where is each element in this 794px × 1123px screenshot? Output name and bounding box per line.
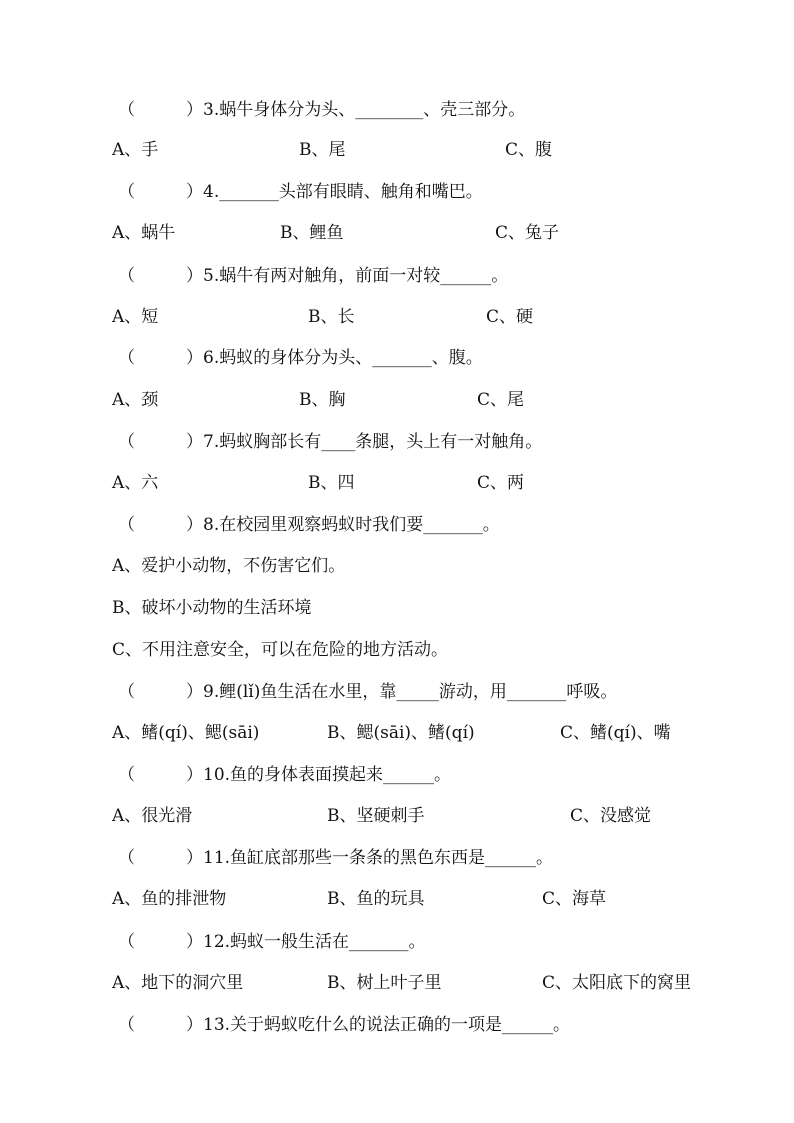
option-b: B、长: [308, 307, 355, 327]
option-c: C、没感觉: [570, 806, 652, 826]
option-a: A、鱼的排泄物: [112, 889, 227, 909]
option-b: B、鳃(sāi)、鳍(qí): [327, 723, 475, 743]
option-b: B、鱼的玩具: [327, 889, 425, 909]
option-b: B、树上叶子里: [327, 973, 442, 993]
options-3: [0, 138, 794, 162]
question-12: （ ）12.蚂蚁一般生活在_______。: [118, 932, 426, 952]
option-a: A、六: [112, 473, 159, 493]
option-c: C、兔子: [495, 223, 560, 243]
options-9: [0, 721, 794, 745]
option-a: A、短: [112, 307, 159, 327]
question-6: （ ）6.蚂蚁的身体分为头、_______、腹。: [118, 348, 483, 368]
option-a: A、蜗牛: [112, 223, 176, 243]
option-b: B、尾: [299, 140, 346, 160]
option-b: B、鲤鱼: [280, 223, 344, 243]
option-c: C、鳍(qí)、嘴: [560, 723, 671, 743]
option-b: B、胸: [299, 390, 346, 410]
question-9: （ ）9.鲤(lǐ)鱼生活在水里，靠_____游动，用_______呼吸。: [118, 682, 618, 702]
option-c: C、不用注意安全，可以在危险的地方活动。: [112, 640, 449, 660]
option-a: A、地下的洞穴里: [112, 973, 244, 993]
option-b: B、坚硬刺手: [327, 806, 425, 826]
question-11: （ ）11.鱼缸底部那些一条条的黑色东西是______。: [118, 848, 554, 868]
option-a: A、手: [112, 140, 159, 160]
options-11: [0, 887, 794, 911]
option-a: A、爱护小动物，不伤害它们。: [112, 556, 346, 576]
option-c: C、海草: [542, 889, 607, 909]
option-b: B、破坏小动物的生活环境: [112, 598, 312, 618]
option-a: A、鳍(qí)、鳃(sāi): [112, 723, 260, 743]
option-b: B、四: [308, 473, 355, 493]
options-10: [0, 804, 794, 828]
question-7: （ ）7.蚂蚁胸部长有____条腿，头上有一对触角。: [118, 432, 543, 452]
options-7: [0, 471, 794, 495]
option-c: C、尾: [477, 390, 525, 410]
option-a: A、很光滑: [112, 806, 193, 826]
option-c: C、太阳底下的窝里: [542, 973, 692, 993]
option-c: C、腹: [505, 140, 553, 160]
option-a: A、颈: [112, 390, 159, 410]
question-13: （ ）13.关于蚂蚁吃什么的说法正确的一项是______。: [118, 1015, 571, 1035]
options-12: [0, 971, 794, 995]
question-3: （ ）3.蜗牛身体分为头、________、壳三部分。: [118, 100, 526, 120]
question-4: （ ）4._______头部有眼睛、触角和嘴巴。: [118, 182, 483, 202]
options-4: [0, 221, 794, 245]
option-c: C、两: [477, 473, 525, 493]
options-6: [0, 388, 794, 412]
option-c: C、硬: [486, 307, 534, 327]
options-5: [0, 305, 794, 329]
question-8: （ ）8.在校园里观察蚂蚁时我们要_______。: [118, 515, 500, 535]
question-10: （ ）10.鱼的身体表面摸起来______。: [118, 765, 452, 785]
question-5: （ ）5.蜗牛有两对触角，前面一对较______。: [118, 266, 509, 286]
